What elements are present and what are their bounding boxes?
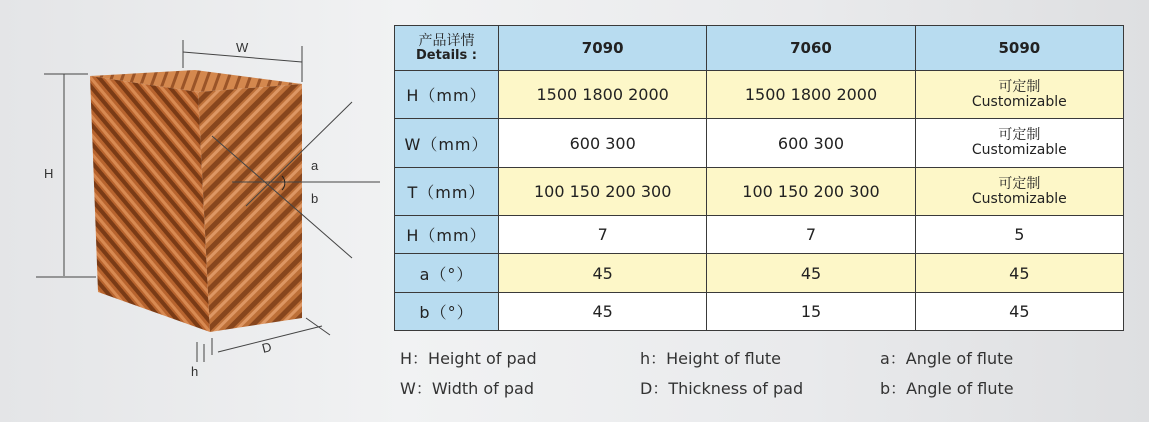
- table-row: [395, 167, 1124, 215]
- customizable-en: Customizable: [971, 142, 1067, 159]
- table-row: [395, 119, 1124, 167]
- customizable-cn: 可定制: [998, 79, 1041, 96]
- cooling-pad-figure: [0, 0, 390, 422]
- legend-item: h：Height of flute: [640, 349, 781, 368]
- legend-item: W：Width of pad: [400, 379, 535, 398]
- details-label-en: Details :: [416, 47, 477, 63]
- table-cell: 100 150 200 300: [707, 167, 915, 215]
- table-cell: 45: [915, 292, 1123, 330]
- row-label: b（°）: [395, 292, 499, 330]
- cooling-pad-illustration: [0, 0, 390, 422]
- table-cell: 7: [499, 216, 707, 254]
- table-cell: 100 150 200 300: [499, 167, 707, 215]
- column-header-7090: 7090: [499, 26, 707, 71]
- customizable-cn: 可定制: [998, 127, 1041, 144]
- customizable-en: Customizable: [971, 190, 1067, 207]
- dim-h-label: H: [44, 166, 54, 181]
- spec-table: [394, 25, 1124, 331]
- legend-item: H：Height of pad: [400, 349, 537, 368]
- row-label: H（mm）: [395, 216, 499, 254]
- pad-front-face: [90, 76, 210, 332]
- angle-a-label: a: [311, 158, 319, 173]
- legend-item: a：Angle of flute: [880, 349, 1014, 368]
- table-cell: 600 300: [707, 119, 915, 167]
- column-header-7060: 7060: [707, 26, 915, 71]
- row-label: W（mm）: [395, 119, 499, 167]
- table-cell: 1500 1800 2000: [707, 71, 915, 119]
- table-cell: 600 300: [499, 119, 707, 167]
- dim-flute-h-label: h: [191, 364, 199, 379]
- column-header-5090: 5090: [915, 26, 1123, 71]
- table-cell: [915, 167, 1123, 215]
- table-cell: 45: [707, 254, 915, 292]
- dim-w-label: W: [236, 40, 249, 55]
- table-cell: 45: [499, 254, 707, 292]
- details-header-cell: [395, 26, 499, 71]
- table-row: [395, 254, 1124, 292]
- angle-b-label: b: [311, 191, 319, 206]
- table-cell: 1500 1800 2000: [499, 71, 707, 119]
- table-cell: [915, 71, 1123, 119]
- legend-item: D：Thickness of pad: [640, 379, 804, 398]
- details-label-cn: 产品详情: [418, 32, 475, 49]
- table-header-row: [395, 26, 1124, 71]
- table-cell: 15: [707, 292, 915, 330]
- table-cell: [915, 119, 1123, 167]
- legend-item: b：Angle of flute: [880, 379, 1014, 398]
- table-cell: 45: [915, 254, 1123, 292]
- table-row: [395, 216, 1124, 254]
- table-row: [395, 71, 1124, 119]
- dim-d-label: D: [260, 339, 274, 356]
- table-cell: 5: [915, 216, 1123, 254]
- table-row: [395, 292, 1124, 330]
- table-cell: 7: [707, 216, 915, 254]
- customizable-en: Customizable: [971, 93, 1067, 110]
- row-label: T（mm）: [395, 167, 499, 215]
- row-label: H（mm）: [395, 71, 499, 119]
- customizable-cn: 可定制: [998, 175, 1041, 192]
- table-cell: 45: [499, 292, 707, 330]
- row-label: a（°）: [395, 254, 499, 292]
